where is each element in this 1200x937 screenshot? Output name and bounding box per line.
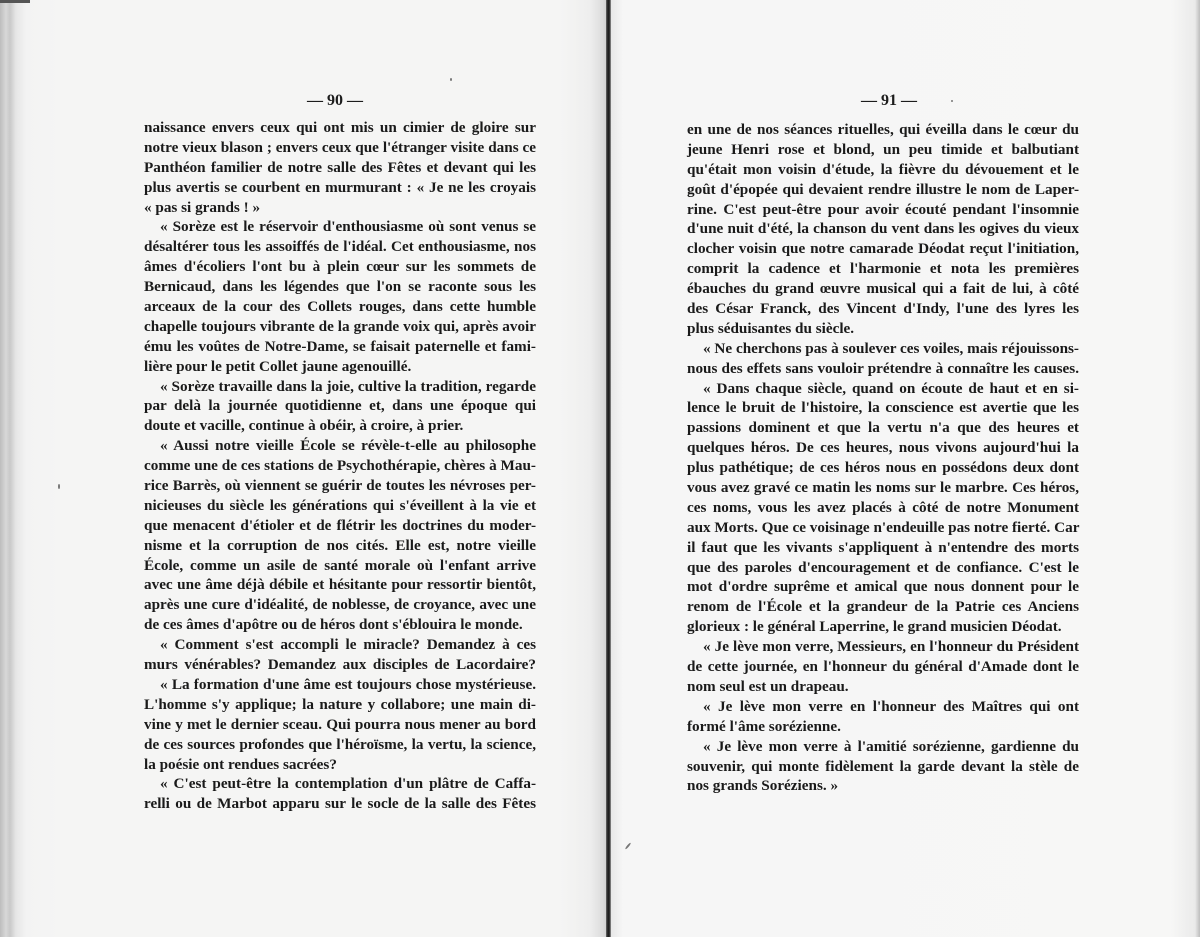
text-line: nicieuses du siècle les générations qui s'éveillent à la vie et	[144, 496, 536, 514]
page-number-right: — 91 —	[861, 92, 917, 109]
text-line: souvenir, qui monte fidèlement la garde devant la stèle de	[687, 757, 1079, 775]
text-line: « Aussi notre vieille École se révèle-t-elle au philosophe	[160, 437, 536, 455]
text-line: aux Morts. Que ce voisinage n'endeuille pas notre fierté. Car	[687, 518, 1080, 536]
text-line: comprit la cadence et l'harmonie et nota les premières	[687, 260, 1079, 278]
text-line: « C'est peut-être la contemplation d'un plâtre de Caffa-	[160, 775, 536, 793]
text-line: ému les voûtes de Notre-Dame, se faisait paternelle et fami-	[144, 337, 536, 355]
text-line: par delà la journée quotidienne et, dans une époque qui	[144, 397, 536, 415]
text-line: École, comme un asile de santé morale où l'enfant arrive	[144, 556, 536, 574]
text-line: plus pathétique; de ces héros nous en possédons deux dont	[687, 459, 1079, 477]
text-line: « pas si grands ! »	[144, 198, 261, 216]
text-line: « Sorèze est le réservoir d'enthousiasme où sont venus se	[160, 218, 536, 236]
text-line: rice Barrès, où viennent se guérir de toutes les névroses per-	[144, 477, 536, 495]
text-line: murs vénérables? Demandez aux disciples de Lacordaire?	[144, 656, 536, 674]
text-line: âmes d'écoliers l'ont bu à plein cœur sur les sommets de	[144, 258, 536, 276]
text-line: plus avertis se courbent en murmurant : « Je ne les croyais	[144, 178, 536, 196]
text-line: que des paroles d'encouragement et de confiance. C'est le	[687, 558, 1079, 576]
text-line: naissance envers ceux qui ont mis un cimier de gloire sur	[144, 119, 536, 136]
text-line: chapelle toujours vibrante de la grande voix qui, après avoir	[144, 317, 536, 335]
text-line: arceaux de la cour des Collets rouges, dans cette humble	[144, 298, 536, 316]
text-line: après une cure d'idéalité, de noblesse, de croyance, avec une	[144, 596, 536, 614]
text-line: lence le bruit de l'histoire, la conscience est avertie que les	[687, 399, 1079, 417]
text-line: lière pour le petit Collet jaune agenouillé.	[144, 357, 412, 375]
text-line: formé l'âme sorézienne.	[687, 717, 841, 735]
text-line: « Ne cherchons pas à soulever ces voiles, mais réjouissons-	[703, 339, 1079, 357]
text-line: de ces âmes d'apôtre ou de héros dont s'éblouira le monde.	[144, 616, 523, 634]
text-line: d'une nuit d'été, la chanson du vent dans les ogives du vieux	[687, 220, 1079, 238]
text-line: « Je lève mon verre en l'honneur des Maîtres qui ont	[703, 697, 1079, 715]
text-line: Panthéon familier de notre salle des Fêtes et devant qui les	[144, 158, 536, 176]
text-line: notre vieux blason ; envers ceux que l'étranger visite dans ce	[144, 138, 536, 156]
text-line: nous des effets sans vouloir prétendre à connaître les causes.	[687, 359, 1079, 377]
text-line: nisme et la corruption de nos cités. Elle est, notre vieille	[144, 536, 536, 554]
text-line: de ces sources profondes que l'héroïsme, la vertu, la science,	[144, 735, 536, 753]
text-line: glorieux : le général Laperrine, le grand musicien Déodat.	[687, 618, 1062, 636]
text-line: relli ou de Marbot apparu sur le socle de la salle des Fêtes	[144, 795, 536, 813]
text-line: jeune Henri rose et blond, un peu timide et balbutiant	[687, 140, 1079, 158]
text-line: ces noms, vous les avez placés à côté de notre Monument	[687, 498, 1079, 516]
right-page-text	[687, 120, 1079, 796]
text-line: des César Franck, des Vincent d'Indy, l'une des lyres les	[687, 300, 1079, 318]
text-line: « Je lève mon verre, Messieurs, en l'honneur du Président	[703, 638, 1079, 656]
text-line: « Dans chaque siècle, quand on écoute de haut et en si-	[703, 379, 1079, 397]
text-line: doute et vacille, continue à obéir, à croire, à prier.	[144, 417, 464, 435]
text-line: désaltérer tous les assoiffés de l'idéal. Cet enthousiasme, nos	[144, 238, 536, 256]
text-line: de cette journée, en l'honneur du général d'Amade dont le	[687, 658, 1079, 676]
text-line: rine. C'est peut-être pour avoir écouté pendant l'insomnie	[687, 200, 1079, 218]
text-line: nom seul est un drapeau.	[687, 677, 849, 695]
left-page-text	[144, 118, 536, 814]
page-number-left: — 90 —	[307, 92, 363, 109]
text-line: que menacent d'étioler et de flétrir les doctrines du moder-	[144, 516, 536, 534]
text-line: « Comment s'est accompli le miracle? Demandez à ces	[160, 636, 536, 654]
text-line: « La formation d'une âme est toujours chose mystérieuse.	[160, 675, 536, 693]
text-line: vine y met le dernier sceau. Qui pourra nous mener au bord	[144, 715, 536, 733]
text-line: renom de l'École et la grandeur de la Patrie ces Anciens	[687, 598, 1079, 616]
page-edge-shadow	[0, 0, 30, 3]
paper-speck	[625, 842, 632, 849]
text-line: quelques héros. De ces heures, nous vivons aujourd'hui la	[687, 439, 1079, 457]
text-line: goût d'épopée qui devaient rendre illustre le nom de Laper-	[687, 180, 1079, 198]
text-line: clocher voisin que notre camarade Déodat reçut l'initiation,	[687, 240, 1079, 258]
text-line: Bernicaud, dans les légendes que l'on se raconte sous les	[144, 278, 536, 296]
text-line: « Sorèze travaille dans la joie, cultive la tradition, regarde	[160, 377, 536, 395]
text-line: il faut que les vivants s'appliquent à n'entendre des morts	[687, 538, 1079, 556]
text-line: vous avez gravé ce matin les noms sur le marbre. Ces héros,	[687, 479, 1079, 497]
text-line: mot d'ordre suprême et amical que nous donnent pour le	[687, 578, 1079, 596]
text-line: ébauches du grand œuvre musical qui a fait de lui, à côté	[687, 280, 1079, 298]
text-line: en une de nos séances rituelles, qui éveilla dans le cœur du	[687, 121, 1079, 138]
paper-speck	[58, 484, 60, 489]
text-line: la poésie ont rendues sacrées?	[144, 755, 337, 773]
paper-speck	[450, 78, 452, 81]
paper-speck	[951, 100, 953, 102]
text-line: passions dominent et que la vertu n'a que des heures et	[687, 419, 1079, 437]
text-line: nos grands Soréziens. »	[687, 777, 839, 795]
text-line: qu'était mon voisin d'étude, la fièvre du dévouement et le	[687, 160, 1079, 178]
text-line: « Je lève mon verre à l'amitié sorézienne, gardienne du	[703, 737, 1079, 755]
text-line: L'homme s'y applique; la nature y collabore; une main di-	[144, 695, 536, 713]
text-line: plus séduisantes du siècle.	[687, 319, 855, 337]
text-line: avec une âme déjà débile et hésitante pour ressortir bientôt,	[144, 576, 536, 594]
text-line: comme une de ces stations de Psychothérapie, chères à Mau-	[144, 457, 536, 475]
right-page	[611, 0, 1200, 937]
